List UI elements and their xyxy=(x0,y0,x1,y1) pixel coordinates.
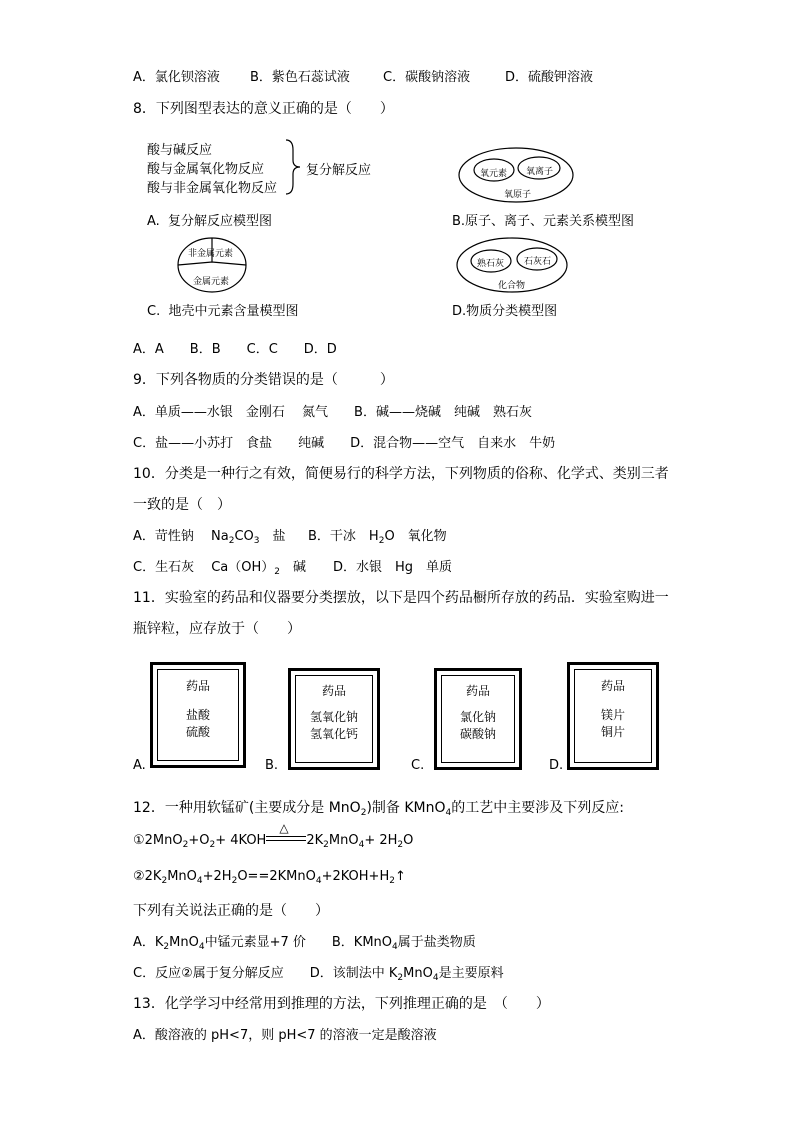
cabinet-a-label: A. xyxy=(133,758,146,773)
q12-stem: 12．一种用软锰矿(主要成分是 MnO$_2$)制备 KMnO$_4$的工艺中主要涉及下列反应: xyxy=(133,800,624,818)
diagram-b-right: 氧离子 xyxy=(526,167,554,177)
cabinet-d-title: 药品 xyxy=(600,679,625,693)
diagram-d-caption: D.物质分类模型图 xyxy=(452,304,558,319)
diagram-b-caption: B.原子、离子、元素关系模型图 xyxy=(452,214,635,229)
diagram-d-right: 石灰石 xyxy=(524,257,552,267)
triangle-icon: △ xyxy=(279,821,289,835)
q8-stem: 8．下列图型表达的意义正确的是（ ） xyxy=(133,101,394,117)
cabinet-a-title: 药品 xyxy=(185,679,210,693)
cabinet-b-line1: 氢氧化钠 xyxy=(309,710,358,724)
q10-option-c: C．生石灰 $Ca(OH)_2$ 碱 xyxy=(133,560,307,577)
diagram-c-caption: C. 地壳中元素含量模型图 xyxy=(147,304,299,319)
q12-options-ab: A．$K_2MnO_4$中锰元素显+7 价 B．KMnO$_4$属于盐类物质 xyxy=(133,935,476,952)
cabinet-d-label: D. xyxy=(549,758,564,773)
q10-stem-2: 一致的是（ ） xyxy=(133,497,231,513)
q12-equation-2: $②2K_2MnO_4+2H_2O==2KMnO_4+2KOH+H_2↑$ xyxy=(133,869,406,886)
q7-option-b: B．紫色石蕊试液 xyxy=(250,70,350,85)
diagram-a-caption: A. 复分解反应模型图 xyxy=(147,214,273,229)
cabinet-c-title: 药品 xyxy=(465,684,490,698)
diagram-b-left: 氧元素 xyxy=(480,169,508,179)
diagram-b-bottom: 氧原子 xyxy=(504,190,532,200)
q11-stem-1: 11．实验室的药品和仪器要分类摆放，以下是四个药品橱所存放的药品．实验室购进一 xyxy=(133,590,669,606)
q13-option-a: A．酸溶液的 pH<7，则 pH<7 的溶液一定是酸溶液 xyxy=(133,1028,437,1043)
cabinet-b xyxy=(288,668,380,770)
q10-option-a: A．苛性钠 $Na_2CO_3$ 盐 xyxy=(133,529,286,546)
q11-stem-2: 瓶锌粒，应存放于（ ） xyxy=(133,621,301,637)
heating-condition xyxy=(266,821,306,846)
diagram-d-left: 熟石灰 xyxy=(477,259,505,269)
diagram-c-bottom: 金属元素 xyxy=(193,277,230,287)
q7-option-d: D．硫酸钾溶液 xyxy=(505,70,594,85)
diagram-a-line3: 酸与非金属氧化物反应 xyxy=(147,181,278,196)
cabinet-b-label: B. xyxy=(265,758,279,773)
q9-line1: A．单质——水银 金刚石 氮气 B．碱——烧碱 纯碱 熟石灰 xyxy=(133,405,532,420)
diagram-c-top: 非金属元素 xyxy=(188,249,234,259)
cabinet-d-line1: 镁片 xyxy=(600,708,625,722)
q10-option-d: D．水银 Hg 单质 xyxy=(333,560,453,575)
cabinet-a-line2: 硫酸 xyxy=(185,725,210,739)
cabinet-d xyxy=(567,662,659,770)
q10-option-b: B．干冰 $H_2O$ 氧化物 xyxy=(308,529,447,546)
brace-icon xyxy=(283,138,305,196)
cabinet-a xyxy=(150,662,246,768)
diagram-d-bottom: 化合物 xyxy=(498,281,526,291)
q12-ask: 下列有关说法正确的是（ ） xyxy=(133,903,329,919)
q7-option-a: A．氯化钡溶液 xyxy=(133,70,220,85)
cabinet-c xyxy=(434,668,522,770)
q9-stem: 9．下列各物质的分类错误的是（ ） xyxy=(133,372,394,388)
cabinet-d-line2: 铜片 xyxy=(600,725,625,739)
q12-options-cd: C．反应②属于复分解反应 D．该制法中 $K_2MnO_4$是主要原料 xyxy=(133,966,504,983)
cabinet-c-line1: 氯化钠 xyxy=(459,710,496,724)
diagram-a-line1: 酸与碱反应 xyxy=(147,143,213,158)
q9-line2: C．盐——小苏打 食盐 纯碱 D．混合物——空气 自来水 牛奶 xyxy=(133,436,556,451)
cabinet-b-line2: 氢氧化钙 xyxy=(309,727,358,741)
q7-option-c: C．碳酸钠溶液 xyxy=(383,70,471,85)
cabinet-a-line1: 盐酸 xyxy=(185,708,210,722)
q12-equation-1: $①2MnO_2+O_2+ 4KOH$ △ $2K_2MnO_4+ 2H_2O$ xyxy=(133,821,414,850)
q10-stem-1: 10．分类是一种行之有效，简便易行的科学方法，下列物质的俗称、化学式、类别三者 xyxy=(133,466,669,482)
cabinet-c-line2: 碳酸钠 xyxy=(459,727,496,741)
cabinet-b-title: 药品 xyxy=(321,684,346,698)
q8-options: A．A B．B C．C D．D xyxy=(133,342,337,357)
q13-stem: 13．化学学习中经常用到推理的方法，下列推理正确的是 （ ） xyxy=(133,996,550,1012)
diagram-a-line2: 酸与金属氧化物反应 xyxy=(147,162,265,177)
cabinet-c-label: C. xyxy=(411,758,425,773)
diagram-a-result: 复分解反应 xyxy=(306,163,372,178)
